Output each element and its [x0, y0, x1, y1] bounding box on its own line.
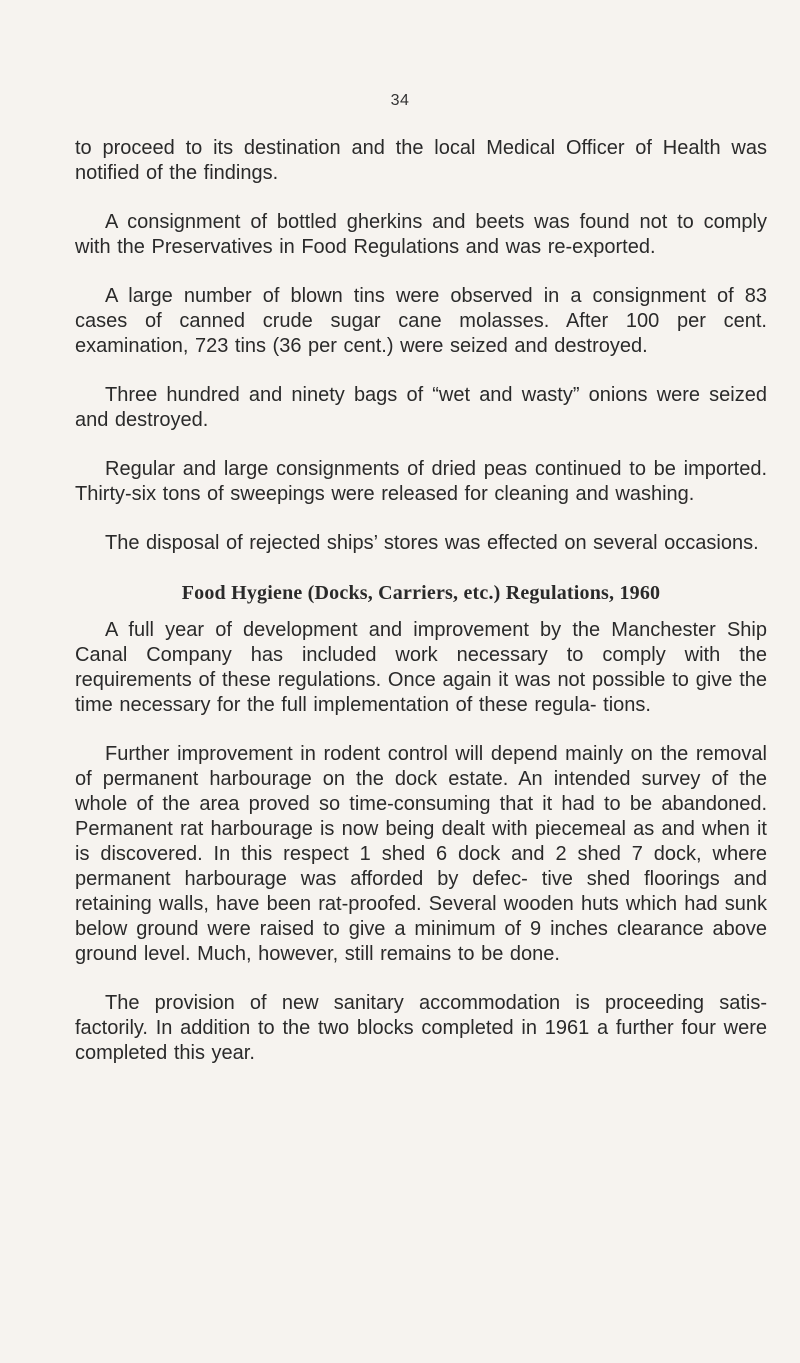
paragraph: A large number of blown tins were observed in a consignment of 83 cases of canned crude sugar cane molasses. After 100 per cent. examination, 723 tins (36 per cent.) were seized and destroyed.: [75, 285, 767, 357]
paragraph: A full year of development and improvement by the Manchester Ship Canal Company has included work necessary to comply with the requirements of these regulations. Once again it was not possible to give the time necessary for the full implementation of these regula- tions.: [75, 619, 767, 716]
paragraph: to proceed to its destination and the local Medical Officer of Health was notified of the findings.: [75, 137, 767, 184]
page-number: 34: [390, 92, 410, 109]
paragraph: Further improvement in rodent control will depend mainly on the removal of permanent harbourage on the dock estate. An intended survey of the whole of the area proved so time-consuming that it had to be abandoned. Permanent rat harbourage is now being dealt with piecemeal as and when it is discovered. In this respect 1 shed 6 dock and 2 shed 7 dock, where permanent harbourage was afforded by defec- tive shed floorings and retaining walls, have been rat-proofed. Several wooden huts which had sunk below ground were raised to give a minimum of 9 inches clearance above ground level. Much, however, still remains to be done.: [75, 743, 767, 965]
section-heading: Food Hygiene (Docks, Carriers, etc.) Regulations, 1960: [181, 582, 661, 604]
paragraph: Regular and large consignments of dried peas continued to be imported. Thirty-six tons of sweepings were released for cleaning and washing.: [75, 458, 767, 505]
paragraph: A consignment of bottled gherkins and beets was found not to comply with the Preservatives in Food Regulations and was re-exported.: [75, 211, 767, 258]
paragraph: The provision of new sanitary accommodation is proceeding satis- factorily. In addition to the two blocks completed in 1961 a further four were completed this year.: [75, 992, 767, 1064]
page-body: [75, 136, 767, 1090]
paragraph: The disposal of rejected ships’ stores was effected on several occasions.: [105, 532, 759, 554]
paragraph: Three hundred and ninety bags of “wet and wasty” onions were seized and destroyed.: [75, 384, 767, 431]
